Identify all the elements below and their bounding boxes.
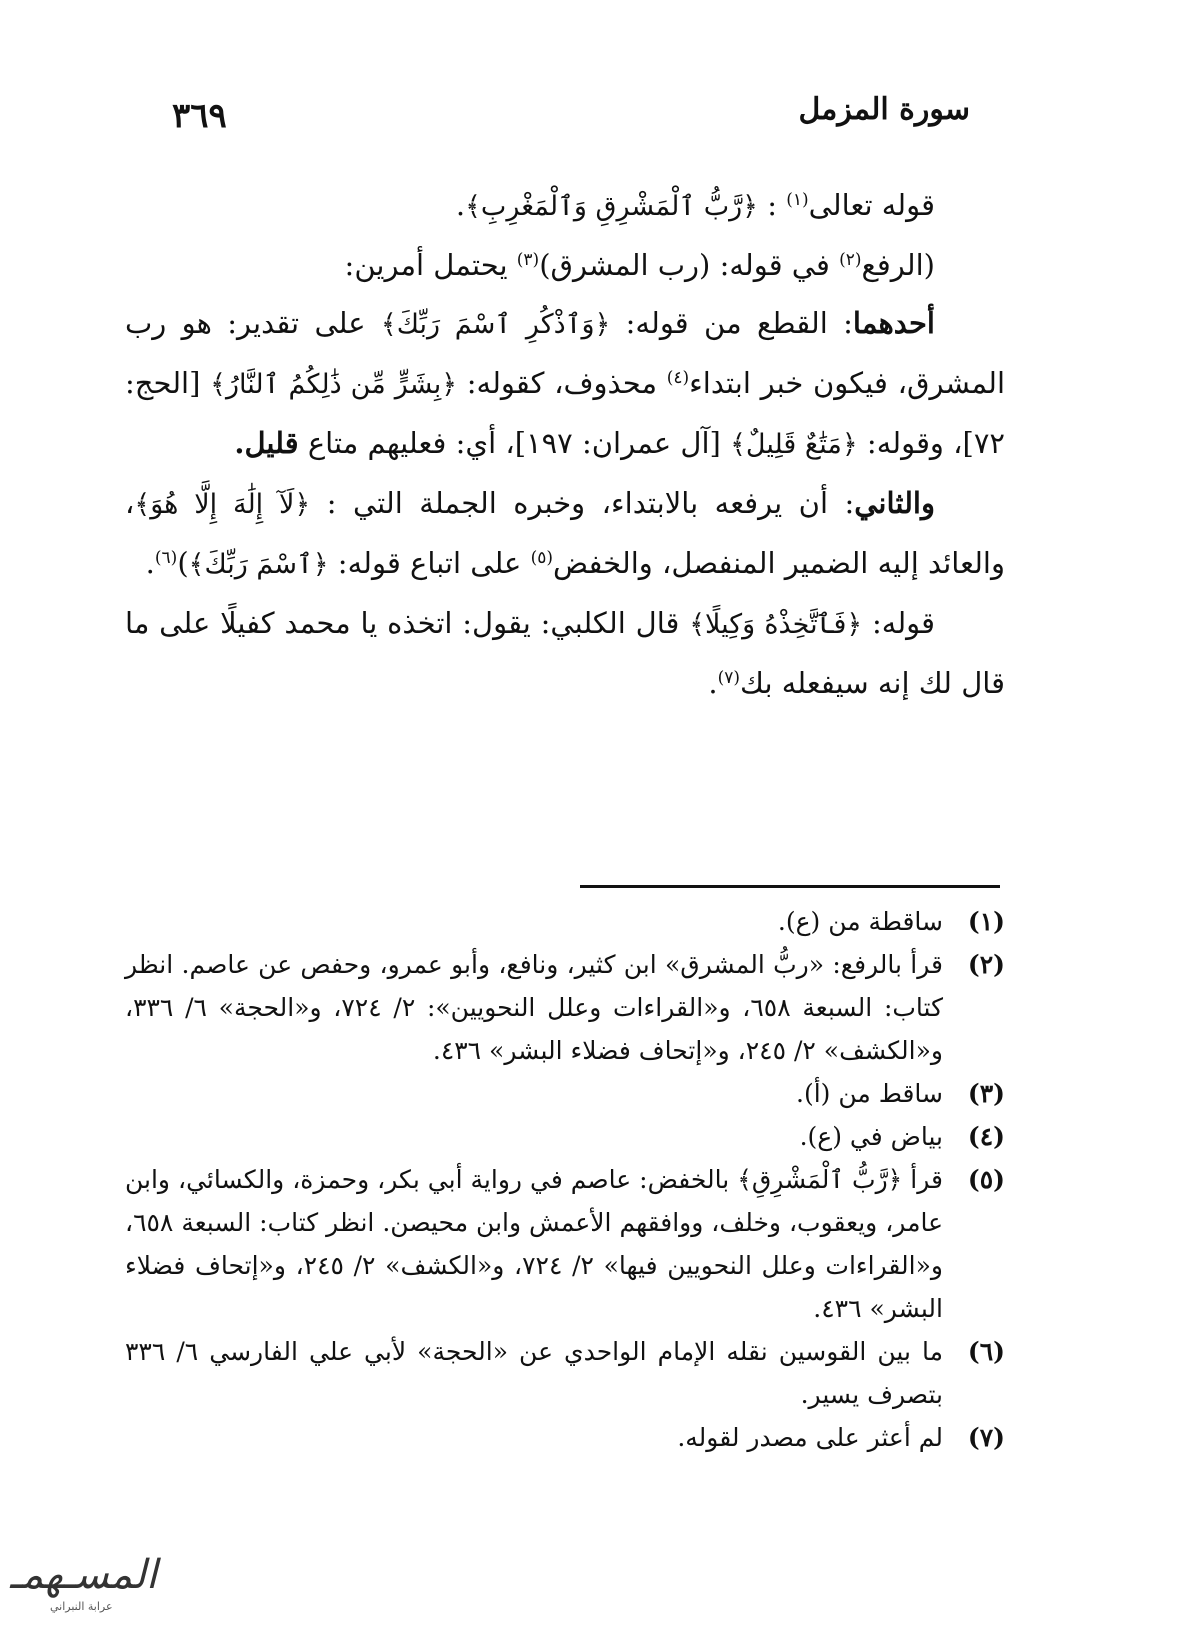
footnote-ref-5[interactable]: (٥) (530, 548, 553, 568)
footnote (125, 943, 1005, 1072)
footnote (125, 1115, 1005, 1158)
footnote-number: (٦) (967, 1337, 1005, 1366)
quran-quote: ﴿فَٱتَّخِذْهُ وَكِيلًا﴾ (689, 609, 863, 640)
page-number: ٣٦٩ (172, 96, 227, 136)
stamp-caption: عرابة النبراني (50, 1600, 113, 1613)
paragraph-4: والثاني: أن يرفعه بالابتداء، وخبره الجملة التي : ﴿لَآ إِلَٰهَ إِلَّا هُوَ﴾، والعائد إليه الضمير المنفصل، والخفض$^{(٥)}$ على اتباع قوله: ﴿ٱسْمَ رَبِّكَ﴾)$^{(٦)}$. (125, 486, 1005, 580)
quran-quote: ﴿بِشَرٍّ مِّن ذَٰلِكُمُ ٱلنَّارُ﴾ (210, 369, 458, 400)
footnote-text: قرأ بالرفع: «ربُّ المشرق» ابن كثير، ونافع، وأبو عمرو، وحفص عن عاصم. انظر كتاب: السبعة ٦٥٨، و«القراءات وعلل النحويين»: ٢/ ٧٢٤، و«الحجة» ٦/ ٣٣٦، و«الكشف» ٢/ ٢٤٥، و«إتحاف فضلاء البشر» ٤٣٦. (125, 950, 943, 1065)
footnote (125, 1158, 1005, 1330)
stamp-calligraphy: المسـهمـ (10, 1552, 158, 1598)
footnote (125, 1072, 1005, 1115)
footnote-number: (٧) (967, 1423, 1005, 1452)
footnote (125, 1330, 1005, 1416)
paragraph-2: (الرفع$^{(٢)}$ في قوله: (رب المشرق)$^{(٣)}$ يحتمل أمرين: (344, 248, 935, 282)
footnote-number: (٤) (967, 1122, 1005, 1151)
paragraph-3: أحدهما: القطع من قوله: ﴿وَٱذْكُرِ ٱسْمَ رَبِّكَ﴾ على تقدير: هو رب المشرق، فيكون خبر ابتداء$^{(٤)}$ محذوف، كقوله: ﴿بِشَرٍّ مِّن ذَٰلِكُمُ ٱلنَّارُ﴾ [الحج: ٧٢]، وقوله: ﴿مَتَٰعٌ قَلِيلٌ﴾ [آل عمران: ١٩٧]، أي: فعليهم متاع قليل. (125, 306, 1005, 460)
quran-quote: ﴿وَٱذْكُرِ ٱسْمَ رَبِّكَ﴾ (380, 309, 611, 340)
library-stamp-logo (10, 1552, 160, 1622)
footnote-text: ساقط من (أ). (796, 1079, 943, 1108)
paragraph-1: قوله تعالى$^{(١)}$ : ﴿رَّبُّ ٱلْمَشْرِقِ وَٱلْمَغْرِبِ﴾. (455, 188, 935, 222)
footnote-text: ساقطة من (ع). (777, 907, 943, 936)
footnote-ref-1[interactable]: (١) (786, 190, 809, 210)
quran-quote: ﴿مَتَٰعٌ قَلِيلٌ﴾ (730, 429, 858, 460)
footnote-text: لم أعثر على مصدر لقوله. (677, 1423, 943, 1452)
quran-quote: ﴿رَّبُّ ٱلْمَشْرِقِ وَٱلْمَغْرِبِ﴾ (465, 191, 758, 222)
footnote-number: (٣) (967, 1079, 1005, 1108)
footnote-text: قرأ ﴿رَّبُّ ٱلْمَشْرِقِ﴾ بالخفض: عاصم في رواية أبي بكر، وحمزة، والكسائي، وابن عامر، ويعقوب، وخلف، ووافقهم الأعمش وابن محيصن. انظر كتاب: السبعة ٦٥٨، و«القراءات وعلل النحويين فيها» ٢/ ٧٢٤، و«الكشف» ٢/ ٢٤٥، و«إتحاف فضلاء البشر» ٤٣٦. (125, 1165, 943, 1323)
footnote-text: بياض في (ع). (799, 1122, 943, 1151)
paragraph-lead: والثاني (854, 486, 935, 520)
footnote-ref-4[interactable]: (٤) (666, 368, 690, 388)
quran-quote: ﴿ٱسْمَ رَبِّكَ﴾ (188, 549, 329, 580)
footnote-ref-7[interactable]: (٧) (717, 668, 741, 688)
surah-title: سورة المزمل (798, 92, 970, 127)
footnote (125, 900, 1005, 943)
footnotes (125, 900, 1005, 1459)
footnote-number: (٥) (967, 1165, 1005, 1194)
footnote-ref-2[interactable]: (٢) (839, 250, 862, 270)
footnote-number: (٢) (967, 950, 1005, 979)
footnote-text: ما بين القوسين نقله الإمام الواحدي عن «الحجة» لأبي علي الفارسي ٦/ ٣٣٦ بتصرف يسير. (125, 1337, 943, 1409)
paragraph-lead: أحدهما (852, 306, 935, 340)
footnote-number: (١) (967, 907, 1005, 936)
main-text (125, 176, 1005, 712)
footnote-ref-3[interactable]: (٣) (516, 250, 540, 270)
paragraph-5: قوله: ﴿فَٱتَّخِذْهُ وَكِيلًا﴾ قال الكلبي: يقول: اتخذه يا محمد كفيلًا على ما قال لك إنه سيفعله بك$^{(٧)}$. (125, 606, 1005, 700)
footnote-divider (580, 885, 1000, 888)
footnote (125, 1416, 1005, 1459)
footnote-ref-6[interactable]: (٦) (154, 548, 178, 568)
quran-quote: ﴿لَآ إِلَٰهَ إِلَّا هُوَ﴾ (134, 489, 311, 520)
